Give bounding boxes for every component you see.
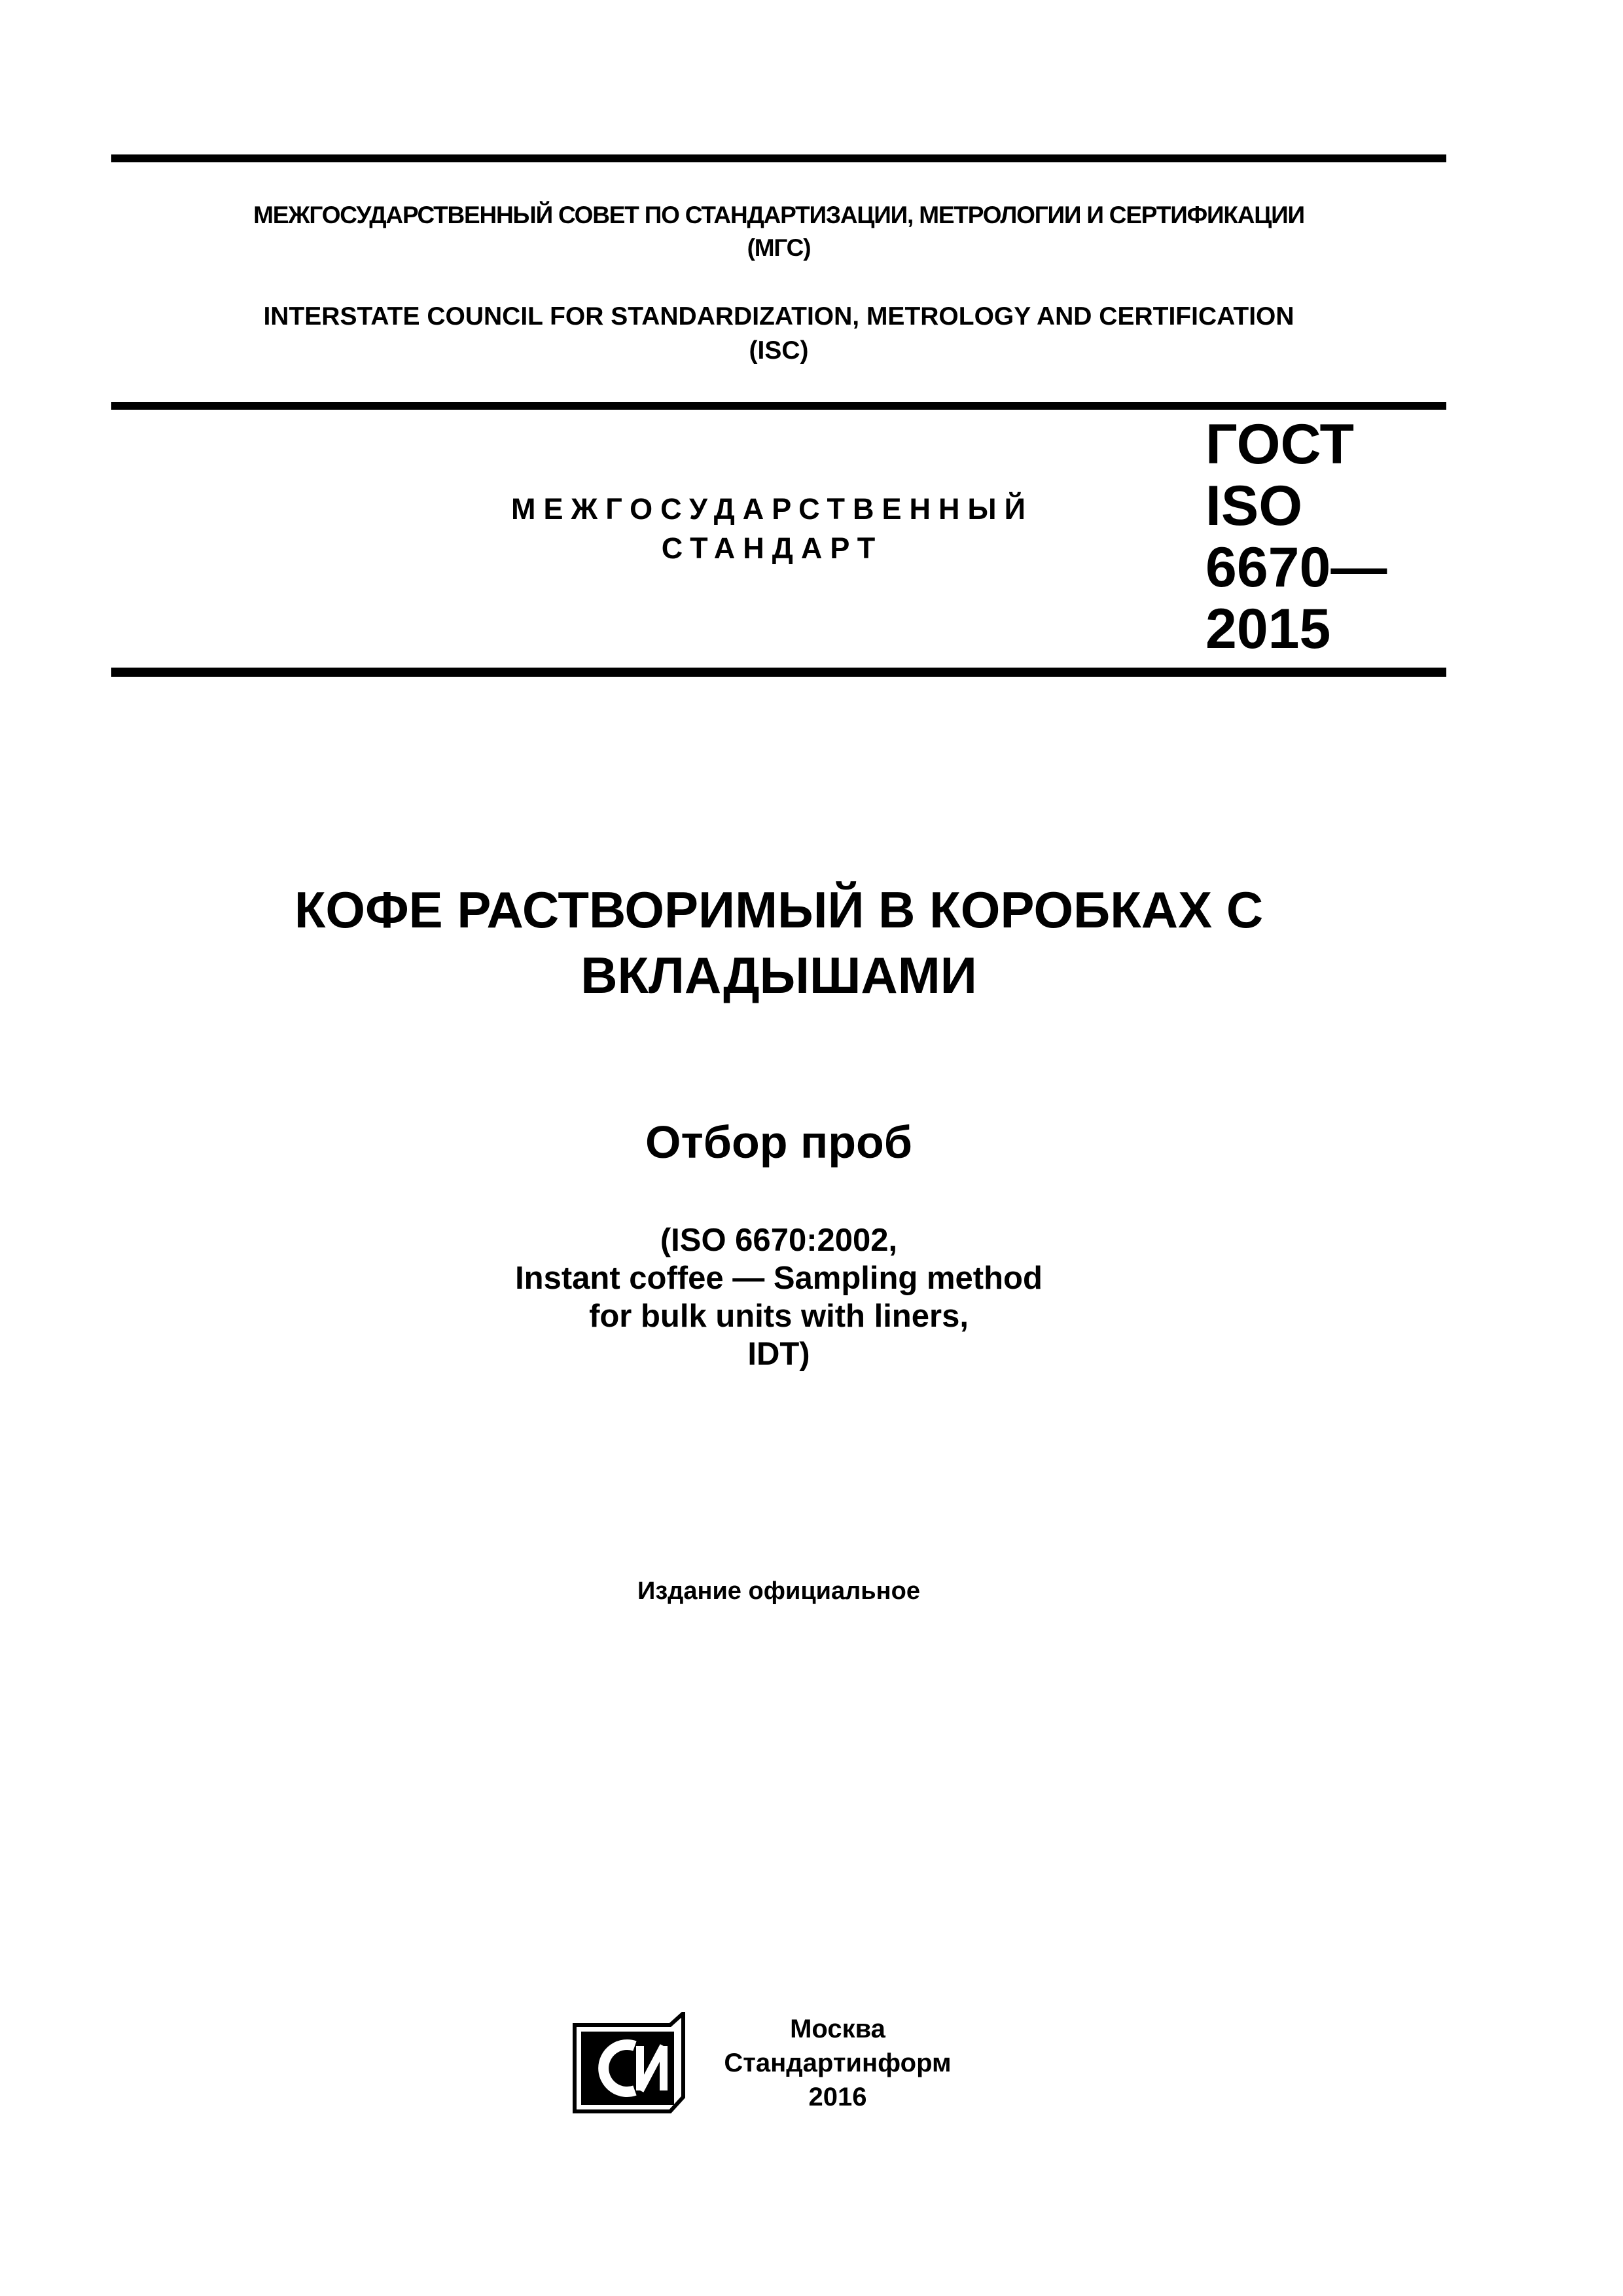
document-subtitle: Отбор проб <box>645 1117 912 1168</box>
iso-reference-line: IDT) <box>747 1336 810 1372</box>
council-abbr-ru: (МГС) <box>747 234 811 261</box>
imprint-year: 2016 <box>808 2083 867 2111</box>
iso-reference <box>111 1221 1446 1373</box>
council-name-en <box>111 300 1446 368</box>
council-name-en-line: INTERSTATE COUNCIL FOR STANDARDIZATION, METROLOGY AND CERTIFICATION <box>263 302 1294 331</box>
standard-number-line: 2015 <box>1205 598 1331 660</box>
document-title-line1: КОФЕ РАСТВОРИМЫЙ В КОРОБКАХ С <box>294 881 1264 939</box>
standard-type-line2: СТАНДАРТ <box>661 531 883 565</box>
standard-number-line: ГОСТ <box>1205 413 1355 476</box>
iso-reference-line: Instant coffee — Sampling method <box>515 1261 1043 1296</box>
middle-rule <box>111 402 1446 410</box>
imprint-publisher: Стандартинформ <box>724 2049 952 2077</box>
council-name-ru <box>111 199 1446 264</box>
imprint <box>707 2012 969 2114</box>
bottom-rule <box>111 668 1446 677</box>
standard-number <box>1205 414 1441 660</box>
iso-reference-line: for bulk units with liners, <box>589 1299 969 1334</box>
standard-type <box>452 490 1093 568</box>
standard-number-line: 6670— <box>1205 536 1387 599</box>
top-rule <box>111 154 1446 162</box>
council-abbr-en: (ISC) <box>749 336 809 365</box>
document-title <box>111 877 1446 1008</box>
standartinform-logo-icon <box>572 2012 687 2114</box>
iso-reference-line: (ISO 6670:2002, <box>660 1223 898 1258</box>
edition-note: Издание официальное <box>637 1577 920 1605</box>
council-name-ru-line: МЕЖГОСУДАРСТВЕННЫЙ СОВЕТ ПО СТАНДАРТИЗАЦИИ, МЕТРОЛОГИИ И СЕРТИФИКАЦИИ <box>253 202 1304 228</box>
imprint-city: Москва <box>790 2015 885 2043</box>
standard-type-line1: МЕЖГОСУДАРСТВЕННЫЙ <box>511 492 1033 526</box>
standard-number-line: ISO <box>1205 475 1303 537</box>
document-title-line2: ВКЛАДЫШАМИ <box>580 946 977 1004</box>
